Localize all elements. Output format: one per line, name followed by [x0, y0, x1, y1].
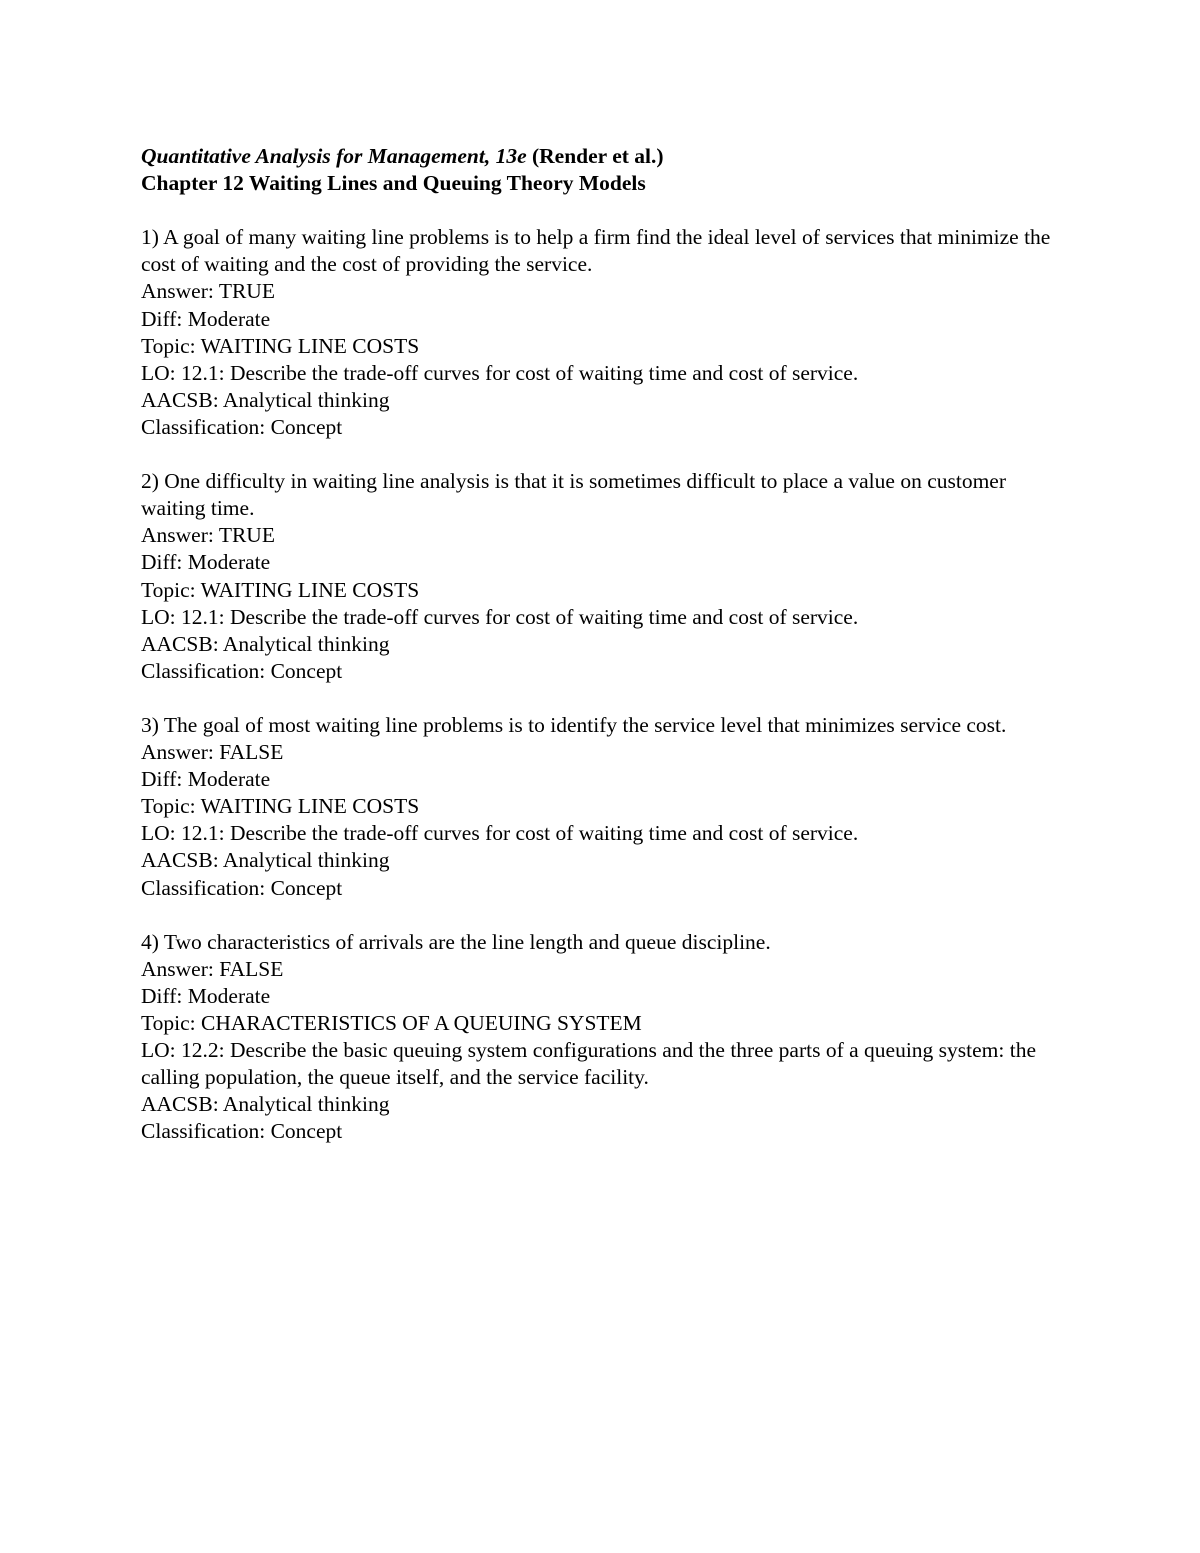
question-aacsb: AACSB: Analytical thinking: [141, 1092, 390, 1117]
book-authors: (Render et al.): [526, 144, 664, 168]
question-text: 4) Two characteristics of arrivals are the line length and queue discipline.: [141, 929, 771, 954]
question-aacsb: AACSB: Analytical thinking: [141, 387, 390, 412]
question-text: 2) One difficulty in waiting line analysis is that it is sometimes difficult to place a value on customer waiting time.: [141, 469, 1006, 521]
question-topic: Topic: CHARACTERISTICS OF A QUEUING SYSTEM: [141, 1011, 642, 1035]
question-text: 1) A goal of many waiting line problems is to help a firm find the ideal level of services that minimize the cost of waiting and the cost of providing the service.: [141, 225, 1051, 277]
question-text: 3) The goal of most waiting line problems is to identify the service level that minimizes service cost.: [141, 712, 1007, 737]
book-title: Quantitative Analysis for Management, 13e: [141, 144, 527, 168]
question-topic: Topic: WAITING LINE COSTS: [141, 333, 420, 358]
question-learning-objective: LO: 12.1: Describe the trade-off curves for cost of waiting time and cost of service.: [141, 821, 859, 846]
question-answer: Answer: TRUE: [141, 279, 275, 304]
question-topic: Topic: WAITING LINE COSTS: [141, 794, 420, 819]
question-classification: Classification: Concept: [141, 875, 343, 900]
question-difficulty: Diff: Moderate: [141, 983, 271, 1008]
question-topic: Topic: WAITING LINE COSTS: [141, 577, 420, 602]
chapter-title: Chapter 12 Waiting Lines and Queuing Theory Models: [141, 171, 646, 196]
document-title: [141, 143, 1061, 170]
question-answer: Answer: FALSE: [141, 956, 284, 981]
question-2: [141, 468, 1061, 685]
question-learning-objective: LO: 12.1: Describe the trade-off curves for cost of waiting time and cost of service.: [141, 604, 859, 629]
question-classification: Classification: Concept: [141, 414, 343, 439]
question-learning-objective: LO: 12.1: Describe the trade-off curves for cost of waiting time and cost of service.: [141, 360, 859, 385]
document-page: [141, 143, 1061, 1173]
question-difficulty: Diff: Moderate: [141, 550, 271, 575]
question-difficulty: Diff: Moderate: [141, 767, 271, 792]
question-aacsb: AACSB: Analytical thinking: [141, 631, 390, 656]
question-4: [141, 929, 1061, 1146]
question-difficulty: Diff: Moderate: [141, 306, 271, 331]
question-answer: Answer: TRUE: [141, 523, 275, 548]
question-1: [141, 224, 1061, 441]
question-classification: Classification: Concept: [141, 658, 343, 683]
question-learning-objective: LO: 12.2: Describe the basic queuing system configurations and the three parts of a queuing system: the calling population, the queue itself, and the service facility.: [141, 1038, 1037, 1090]
question-3: [141, 712, 1061, 902]
question-classification: Classification: Concept: [141, 1119, 343, 1144]
question-answer: Answer: FALSE: [141, 740, 284, 765]
question-aacsb: AACSB: Analytical thinking: [141, 848, 390, 873]
